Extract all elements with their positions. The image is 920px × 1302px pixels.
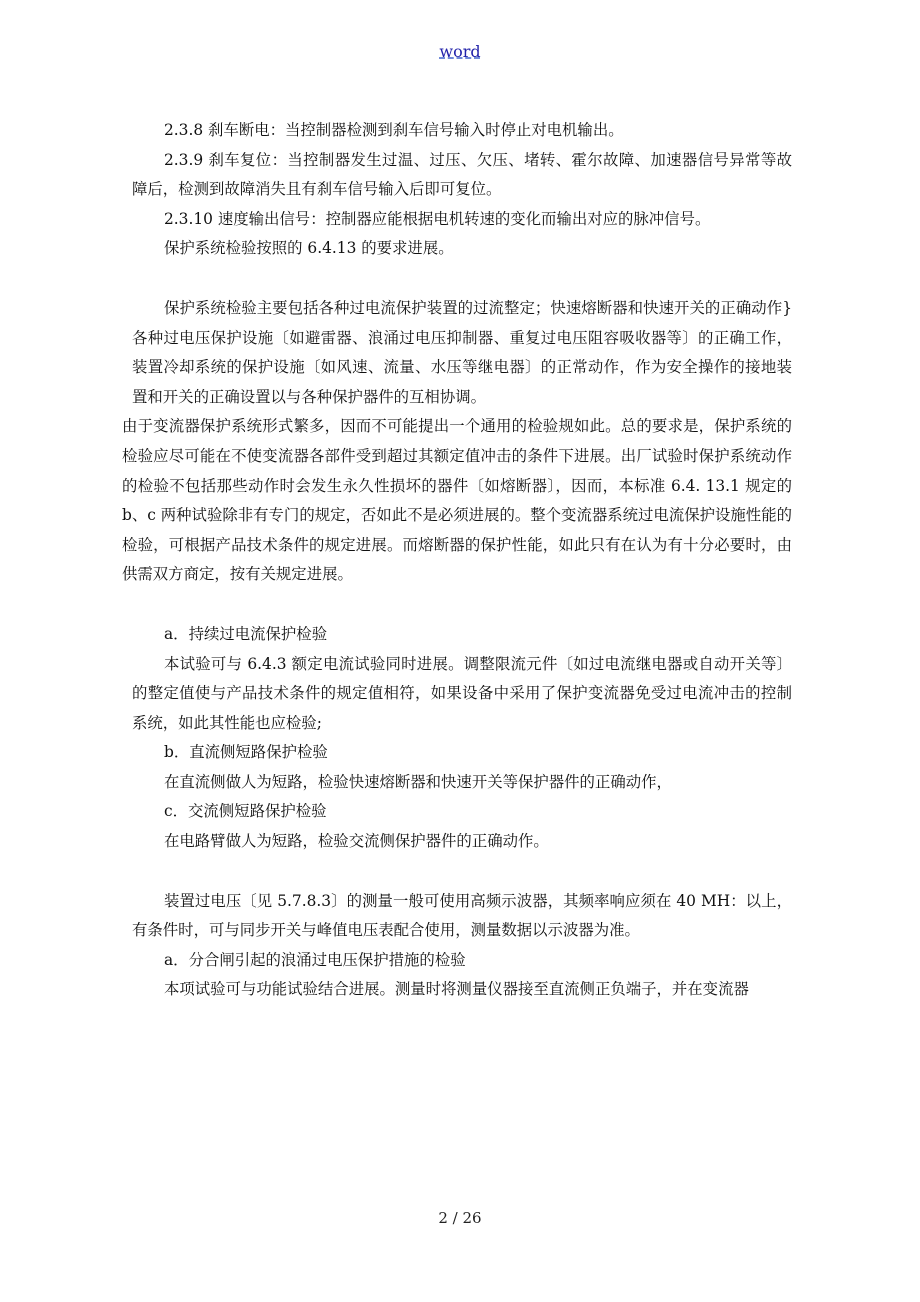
paragraph: 本项试验可与功能试验结合进展。测量时将测量仪器接至直流侧正负端子，并在变流器 [164,980,749,999]
paragraph-gap [132,590,792,620]
paragraph: 装置过电压〔见 5.7.8.3〕的测量一般可使用高频示波器，其频率响应须在 40 MH：以上，有条件时，可与同步开关与峰值电压表配合使用，测量数据以示波器为准。 [132,891,792,940]
paragraph: 由于变流器保护系统形式繁多，因而不可能提出一个通用的检验规如此。总的要求是，保护系统的检验应尽可能在不使变流器各部件受到超过其额定值冲击的条件下进展。出厂试验时保护系统动作的检验不包括那些动作时会发生永久性损坏的器件〔如熔断器〕，因而，本标准 6.4. 13.1 规定的 b、c 两种试验除非有专门的规定，否如此不是必须进展的。整个变流器系统过电流保护设施性能的检验，可根据产品技术条件的规定进展。而熔断器的保护性能，如此只有在认为有十分必要时，由供需双方商定，按有关规定进展。 [122,417,792,584]
page-number: 2 / 26 [438,1209,482,1227]
paragraph: 2.3.8 刹车断电：当控制器检测到刹车信号输入时停止对电机输出。 [164,121,624,139]
page-header [0,42,920,62]
paragraph-gap [132,857,792,887]
list-heading: a．持续过电流保护检验 [164,624,328,643]
paragraph: 在电路臂做人为短路，检验交流侧保护器件的正确动作。 [164,832,549,851]
paragraph: 保护系统检验按照的 6.4.13 的要求进展。 [164,239,454,258]
header-word-link[interactable]: word [439,42,481,61]
paragraph: 2.3.9 刹车复位：当控制器发生过温、过压、欠压、堵转、霍尔故障、加速器信号异常等故障后，检测到故障消失且有刹车信号输入后即可复位。 [132,150,792,199]
paragraph: 2.3.10 速度输出信号：控制器应能根据电机转速的变化而输出对应的脉冲信号。 [164,209,711,228]
document-body [122,116,792,1005]
paragraph: 本试验可与 6.4.3 额定电流试验同时进展。调整限流元件〔如过电流继电器或自动开关等〕的整定值使与产品技术条件的规定值相符，如果设备中采用了保护变流器免受过电流冲击的控制系统，如此其性能也应检验; [132,654,792,732]
list-heading: b．直流侧短路保护检验 [164,743,328,762]
list-heading: a．分合闸引起的浪涌过电压保护措施的检验 [164,950,466,969]
paragraph: 保护系统检验主要包括各种过电流保护装置的过流整定；快速熔断器和快速开关的正确动作}各种过电压保护设施〔如避雷器、浪涌过电压抑制器、重复过电压阻容吸收器等〕的正确工作，装置冷却系统的保护设施〔如风速、流量、水压等继电器〕的正常动作，作为安全操作的接地装置和开关的正确设置以与各种保护器件的互相协调。 [132,298,792,406]
paragraph: 在直流侧做人为短路，检验快速熔断器和快速开关等保护器件的正确动作， [164,772,672,791]
paragraph-gap [132,264,792,294]
list-heading: c．交流侧短路保护检验 [164,802,327,821]
